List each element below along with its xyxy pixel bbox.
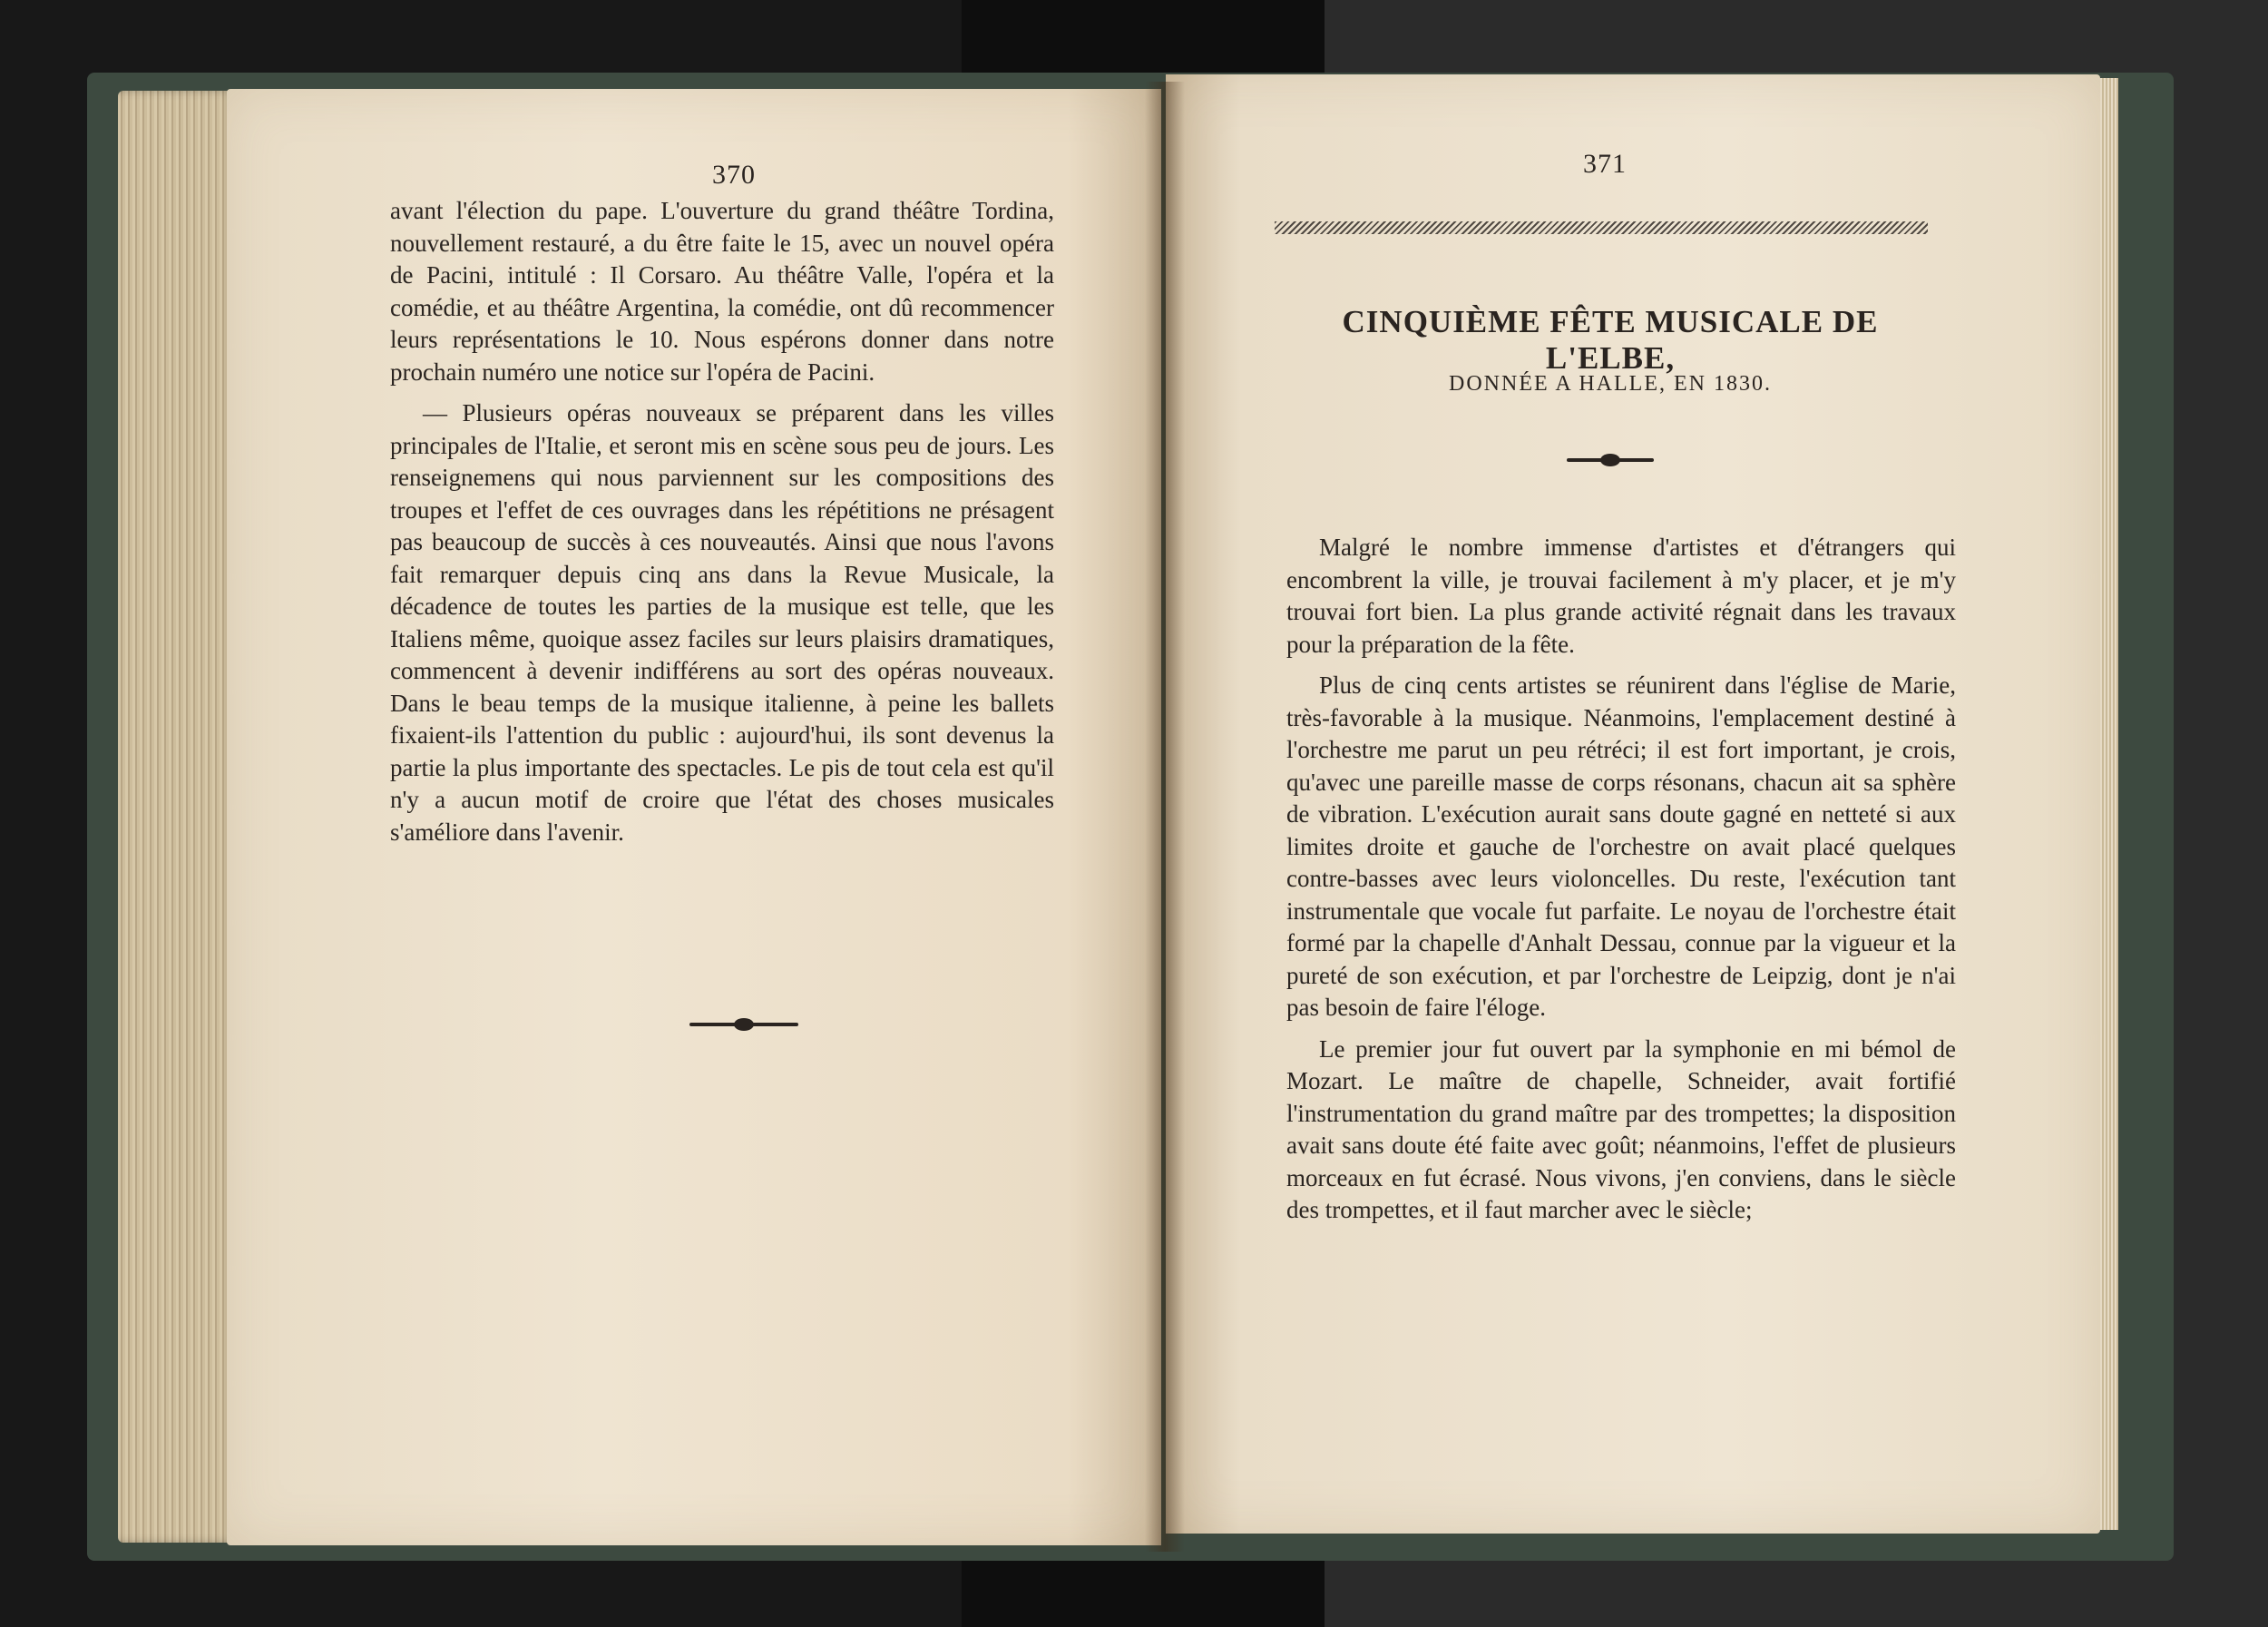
- left-page-text: [390, 195, 1054, 848]
- left-end-ornament: [689, 1023, 798, 1026]
- chapter-title: CINQUIÈME FÊTE MUSICALE DE L'ELBE,: [1342, 304, 1879, 376]
- right-page-text: [1286, 532, 1956, 1227]
- title-ornament: [1567, 458, 1654, 462]
- right-paragraph: Plus de cinq cents artistes se réunirent dans l'église de Marie, très-favorable à la musique. Néanmoins, l'emplacement destiné à l'orchestre me parut un peu rétréci; il est fort important, je crois, qu'avec une pareille masse de corps résonans, chacun ait sa sphère de vibration. L'exécution aurait sans doute gagné en netteté si aux limites droite et gauche de l'orchestre on avait placé quelques contre-basses avec leurs violoncelles. Du reste, l'exécution tant instrumentale que vocale fut parfaite. Le noyau de l'orchestre était formé par la chapelle d'Anhalt Dessau, connue par la vigueur et la pureté de son exécution, et par l'orchestre de Leipzig, dont je n'ai pas besoin de faire l'éloge.: [1286, 671, 1956, 1021]
- right-page-number: 371: [1583, 149, 1627, 179]
- right-page-edge: [2100, 78, 2118, 1530]
- chapter-subtitle: DONNÉE A HALLE, EN 1830.: [1449, 372, 1772, 396]
- spine-shadow: [1145, 82, 1185, 1552]
- left-paragraph: avant l'élection du pape. L'ouverture du grand théâtre Tordina, nouvellement restauré, a du être faite le 15, avec un nouvel opéra de Pacini, intitulé : Il Corsaro. Au théâtre Valle, l'opéra et la comédie, et au théâtre Argentina, la comédie, ont dû recommencer leurs représentations le 10. Nous espérons donner dans notre prochain numéro une notice sur l'opéra de Pacini.: [390, 197, 1054, 386]
- wavy-rule: [1275, 221, 1928, 234]
- book-fore-edge: [118, 91, 236, 1543]
- right-paragraph: Le premier jour fut ouvert par la symphonie en mi bémol de Mozart. Le maître de chapelle, Schneider, avait fortifié l'instrumentation du grand maître par des trompettes; la disposition avait sans doute été faite avec goût; néanmoins, l'effet de plusieurs morceaux en fut écrasé. Nous vivons, j'en conviens, dans le siècle des trompettes, et il faut marcher avec le siècle;: [1286, 1034, 1956, 1223]
- left-page-number: 370: [712, 160, 756, 190]
- left-paragraph: — Plusieurs opéras nouveaux se préparent dans les villes principales de l'Italie, et seront mis en scène sous peu de jours. Les renseignemens qui nous parviennent sur les compositions des troupes et l'effet de ces ouvrages dans les répétitions ne présagent pas beaucoup de succès à ces nouveautés. Ainsi que nous l'avons fait remarquer depuis cinq ans dans la Revue Musicale, la décadence de toutes les parties de la musique est telle, que les Italiens même, quoique assez faciles sur leurs plaisirs dramatiques, commencent à devenir indifférens au sort des opéras nouveaux. Dans le beau temps de la musique italienne, à peine les ballets fixaient-ils l'attention du public : aujourd'hui, ils sont devenus la partie la plus importante des spectacles. Le pis de tout cela est qu'il n'y a aucun motif de croire que l'état des choses musicales s'améliore dans l'avenir.: [390, 399, 1054, 846]
- right-paragraph: Malgré le nombre immense d'artistes et d'étrangers qui encombrent la ville, je trouvai facilement à m'y placer, et je m'y trouvai fort bien. La plus grande activité régnait dans les travaux pour la préparation de la fête.: [1286, 534, 1956, 658]
